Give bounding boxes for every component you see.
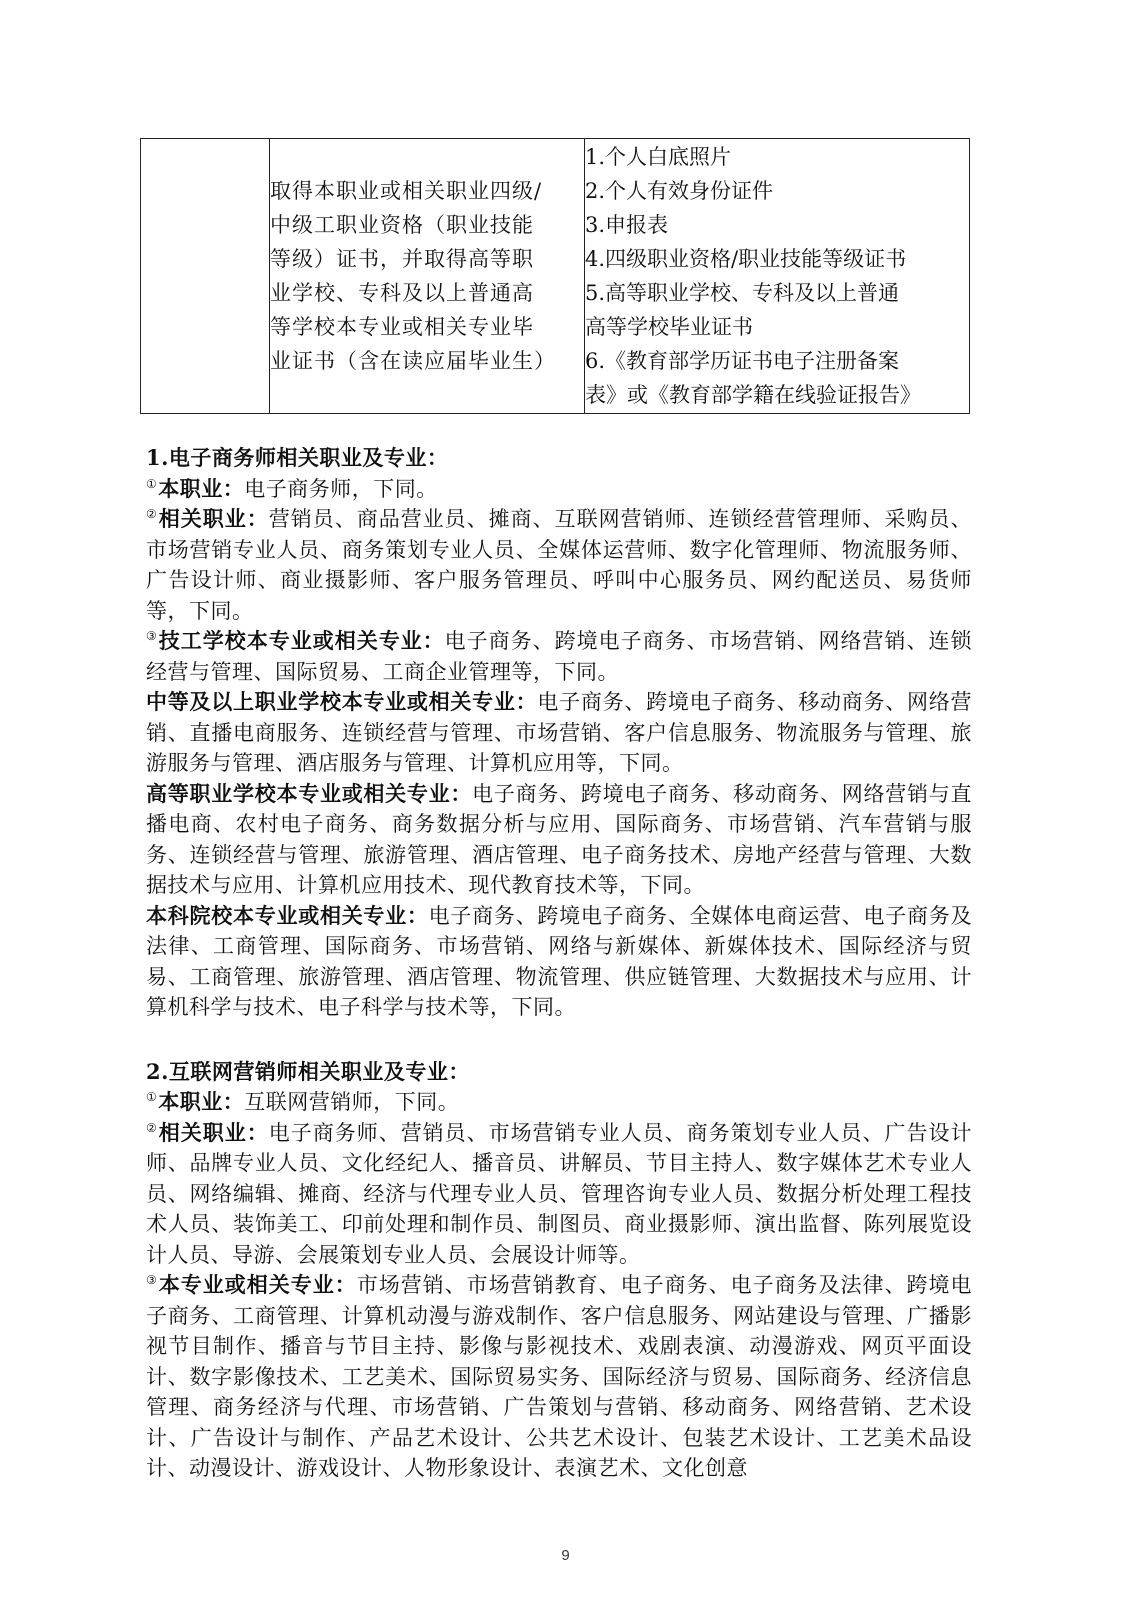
material-item: 2.个人有效身份证件: [585, 179, 774, 203]
paragraph-label: 本职业：: [158, 475, 245, 501]
paragraph-text: 市场营销、市场营销教育、电子商务、电子商务及法律、跨境电子商务、工商管理、计算机动漫与游戏制作、客户信息服务、网站建设与管理、广播影视节目制作、播音与节目主持、影像与影视技术、戏剧表演、动漫游戏、网页平面设计、数字影像技术、工艺美术、国际贸易实务、国际经济与贸易、国际商务、经济信息管理、商务经济与代理、市场营销、广告策划与营销、移动商务、网络营销、艺术设计、广告设计与制作、产品艺术设计、公共艺术设计、包装艺术设计、工艺美术品设计、动漫设计、游戏设计、人物形象设计、表演艺术、文化创意: [146, 1273, 973, 1480]
paragraph-text: 营销员、商品营业员、摊商、互联网营销师、连锁经营管理师、采购员、市场营销专业人员、商务策划专业人员、全媒体运营师、数字化管理师、物流服务师、广告设计师、商业摄影师、客户服务管理员、呼叫中心服务员、网约配送员、易货师等，下同。: [146, 507, 973, 623]
paragraph-label: 中等及以上职业学校本专业或相关专业：: [146, 689, 538, 714]
paragraph-text: 互联网营销师，下同。: [244, 1090, 460, 1114]
paragraph: [146, 901, 972, 1023]
section-spacer: [146, 1023, 972, 1057]
paragraph-label: 本职业：: [158, 1089, 245, 1114]
paragraph-text: 电子商务、跨境电子商务、全媒体电商运营、电子商务及法律、工商管理、国际商务、市场营销、网络与新媒体、新媒体技术、国际经济与贸易、工商管理、旅游管理、酒店管理、物流管理、供应链管理、大数据技术与应用、计算机科学与技术、电子科学与技术等，下同。: [146, 903, 973, 1019]
requirements-table: [140, 138, 970, 414]
paragraph-label: 相关职业：: [158, 1119, 269, 1145]
circled-number: ②: [146, 1120, 158, 1135]
paragraph-text: 电子商务、跨境电子商务、移动商务、网络营销与直播电商、农村电子商务、商务数据分析与应用、国际商务、市场营销、汽车营销与服务、连锁经营与管理、旅游管理、酒店管理、电子商务技术、房地产经营与管理、大数据技术与应用、计算机应用技术、现代教育技术等，下同。: [146, 781, 973, 897]
paragraph-label: 技工学校本专业或相关专业：: [158, 628, 445, 653]
material-item: 1.个人白底照片: [585, 145, 732, 169]
paragraph-label: 高等职业学校本专业或相关专业：: [146, 780, 473, 806]
paragraph: [146, 626, 972, 687]
paragraph: [146, 687, 972, 779]
circled-number: ①: [146, 1090, 158, 1104]
paragraph: [146, 1087, 972, 1118]
paragraph-text: 电子商务师、营销员、市场营销专业人员、商务策划专业人员、广告设计师、品牌专业人员、文化经纪人、播音员、讲解员、节目主持人、数字媒体艺术专业人员、网络编辑、摊商、经济与代理专业人员、管理咨询专业人员、数据分析处理工程技术人员、装饰美工、印前处理和制作员、制图员、商业摄影师、演出监督、陈列展览设计人员、导游、会展策划专业人员、会展设计师等。: [146, 1120, 973, 1267]
paragraph: [146, 1270, 972, 1484]
circled-number: ②: [146, 507, 158, 521]
material-item: 5.高等职业学校、专科及以上普通 高等学校毕业证书: [585, 281, 900, 339]
circled-number: ①: [146, 476, 158, 491]
page-number: 9: [561, 1547, 570, 1564]
body-content: [146, 443, 972, 1484]
table-cell-empty: [141, 139, 270, 414]
paragraph-label: 相关职业：: [158, 506, 269, 531]
paragraph: [146, 504, 972, 626]
paragraph-label: 本科院校本专业或相关专业：: [146, 902, 429, 928]
material-item: 6.《教育部学历证书电子注册备案 表》或《教育部学籍在线验证报告》: [585, 349, 921, 407]
paragraph: [146, 779, 972, 901]
table-cell-materials: [585, 139, 970, 414]
material-item: 3.申报表: [585, 213, 669, 237]
section-heading: 1.电子商务师相关职业及专业：: [146, 445, 449, 470]
material-item: 4.四级职业资格/职业技能等级证书: [585, 247, 907, 271]
circled-number: ③: [146, 629, 158, 643]
circled-number: ③: [146, 1273, 158, 1287]
section-heading: 2.互联网营销师相关职业及专业：: [146, 1058, 470, 1084]
paragraph-text: 电子商务师，下同。: [244, 476, 438, 501]
paragraph-text: 电子商务、跨境电子商务、移动商务、网络营销、直播电商服务、连锁经营与管理、市场营销、客户信息服务、物流服务与管理、旅游服务与管理、酒店服务与管理、计算机应用等，下同。: [146, 690, 973, 775]
paragraph: [146, 474, 972, 505]
paragraph: [146, 1118, 972, 1271]
table-cell-condition: 取得本职业或相关职业四级/ 中级工职业资格（职业技能 等级）证书，并取得高等职 业学校、专科及以上普通高 等学校本专业或相关专业毕 业证书（含在读应届毕业生）: [270, 139, 585, 414]
paragraph-label: 本专业或相关专业：: [158, 1272, 357, 1297]
table-row: [141, 139, 970, 414]
paragraph-text: 电子商务、跨境电子商务、市场营销、网络营销、连锁经营与管理、国际贸易、工商企业管理等，下同。: [146, 629, 973, 684]
